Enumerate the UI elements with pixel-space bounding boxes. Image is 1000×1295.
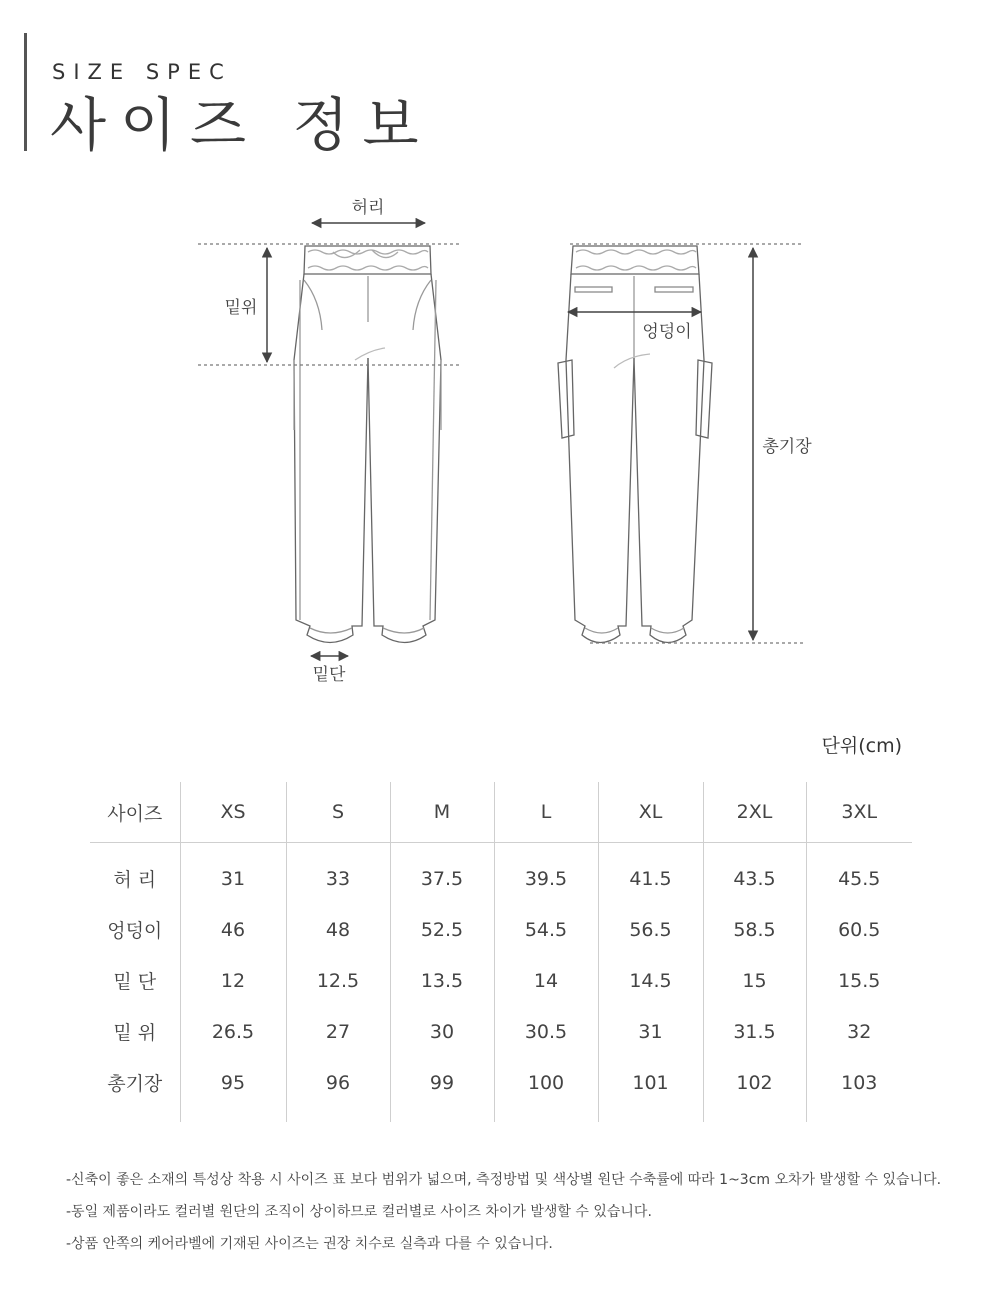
table-cell: 99 [390,1057,494,1122]
table-cell: 48 [286,904,390,955]
table-row [90,1006,912,1057]
table-cell: 31.5 [703,1006,806,1057]
table-cell: 39.5 [494,843,598,905]
table-cell: 52.5 [390,904,494,955]
page-title: 사이즈 정보 [50,91,433,159]
table-cell: 54.5 [494,904,598,955]
title-accent-bar [24,33,27,151]
table-cell: 30.5 [494,1006,598,1057]
row-label: 엉덩이 [107,920,163,942]
table-row [90,955,912,1006]
table-cell: 30 [390,1006,494,1057]
waist-label: 허리 [351,198,385,218]
row-label: 밑 위 [113,1022,157,1044]
header-cell: M [390,782,494,843]
pants-measurement-diagram [0,180,1000,700]
header-cell: 2XL [703,782,806,843]
table-row [90,1057,912,1122]
table-header-row [90,782,912,843]
table-cell: 15.5 [806,955,912,1006]
table-cell: 12.5 [286,955,390,1006]
size-notes [66,1164,941,1260]
table-cell: 31 [180,843,286,905]
table-cell: 37.5 [390,843,494,905]
table-cell: 14.5 [598,955,703,1006]
table-cell: 14 [494,955,598,1006]
table-cell: 95 [180,1057,286,1122]
header-cell: 3XL [806,782,912,843]
header-cell: XL [598,782,703,843]
table-cell: 100 [494,1057,598,1122]
table-cell: 12 [180,955,286,1006]
table-cell: 32 [806,1006,912,1057]
table-row [90,843,912,905]
header-cell: 사이즈 [90,782,180,843]
header-cell: XS [180,782,286,843]
length-label: 총기장 [762,437,812,457]
pants-front-illustration [294,246,441,643]
table-cell: 45.5 [806,843,912,905]
unit-label: 단위(cm) [821,735,902,757]
table-row [90,904,912,955]
table-cell: 96 [286,1057,390,1122]
header-cell: L [494,782,598,843]
note-line: -신축이 좋은 소재의 특성상 착용 시 사이즈 표 보다 범위가 넓으며, 측정방법 및 색상별 원단 수축률에 따라 1~3cm 오차가 발생할 수 있습니다. [66,1172,942,1188]
table-cell: 60.5 [806,904,912,955]
table-cell: 103 [806,1057,912,1122]
table-cell: 102 [703,1057,806,1122]
pants-back-illustration [558,246,712,643]
note-line: -동일 제품이라도 컬러별 원단의 조직이 상이하므로 컬러별로 사이즈 차이가 발생할 수 있습니다. [66,1204,652,1220]
size-spec-table [90,782,912,1122]
row-label: 허 리 [113,869,157,891]
table-cell: 27 [286,1006,390,1057]
table-cell: 46 [180,904,286,955]
table-cell: 26.5 [180,1006,286,1057]
table-cell: 15 [703,955,806,1006]
table-cell: 58.5 [703,904,806,955]
table-cell: 33 [286,843,390,905]
hip-label: 엉덩이 [642,322,692,342]
table-cell: 13.5 [390,955,494,1006]
table-cell: 56.5 [598,904,703,955]
table-cell: 41.5 [598,843,703,905]
table-cell: 43.5 [703,843,806,905]
table-cell: 101 [598,1057,703,1122]
note-line: -상품 안쪽의 케어라벨에 기재된 사이즈는 권장 치수로 실측과 다를 수 있습니다. [66,1236,553,1252]
table-cell: 31 [598,1006,703,1057]
row-label: 총기장 [107,1073,163,1095]
row-label: 밑 단 [113,971,157,993]
section-eyebrow: SIZE SPEC [52,60,232,84]
rise-label: 밑위 [224,298,258,318]
header-cell: S [286,782,390,843]
hem-label: 밑단 [312,665,346,685]
